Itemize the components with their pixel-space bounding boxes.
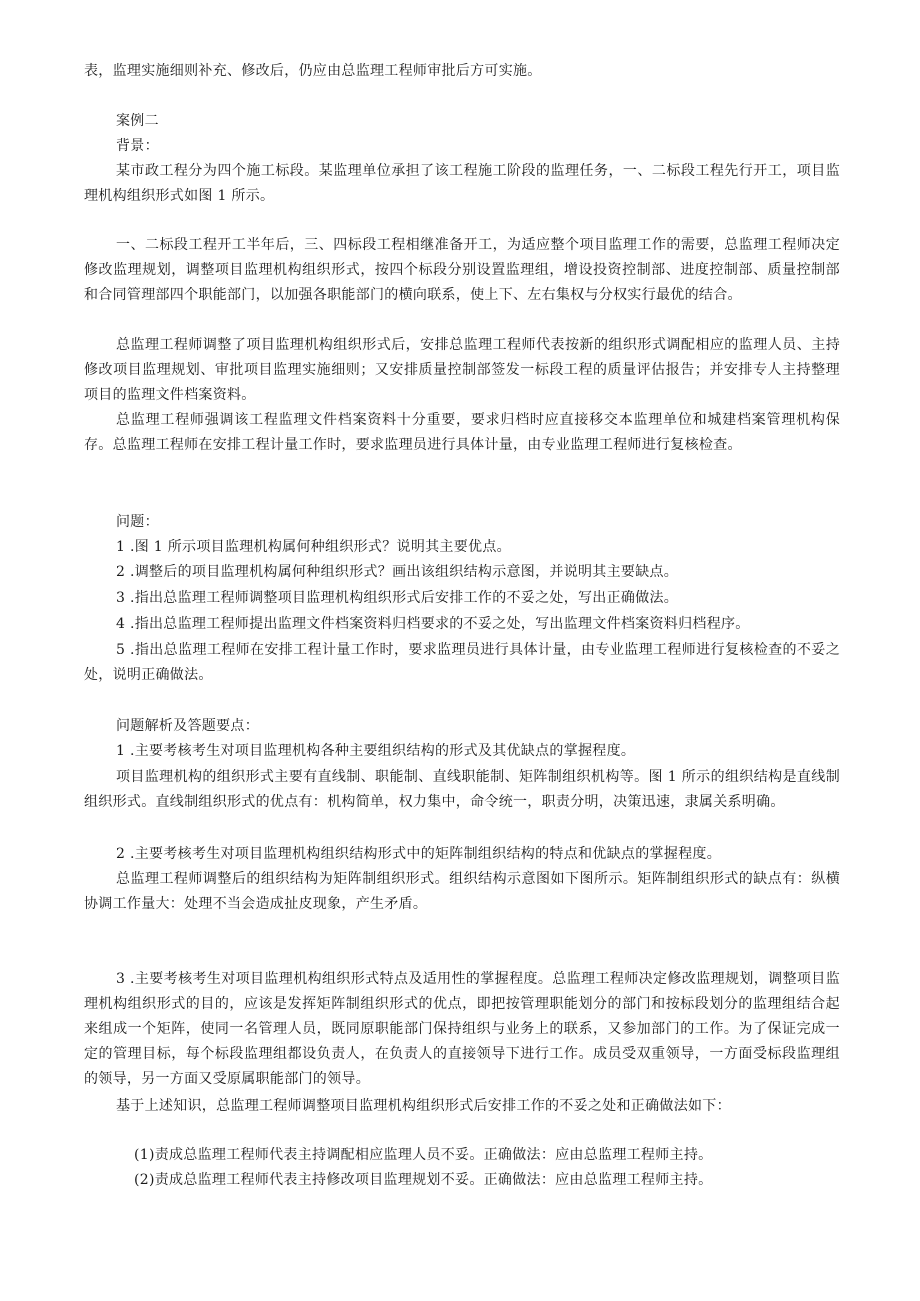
answer-2-detail: 总监理工程师调整后的组织结构为矩阵制组织形式。组织结构示意图如下图所示。矩阵制组织形式的缺点有：纵横协调工作量大：处理不当会造成扯皮现象，产生矛盾。 — [84, 871, 840, 912]
question-3: 3 .指出总监理工程师调整项目监理机构组织形式后安排工作的不妥之处，写出正确做法。 — [116, 590, 679, 606]
answer-1: 1 .主要考核考生对项目监理机构各种主要组织结构的形式及其优缺点的掌握程度。 — [116, 743, 636, 759]
question-1: 1 .图 1 所示项目监理机构属何种组织形式？说明其主要优点。 — [116, 539, 511, 555]
question-2: 2 .调整后的项目监理机构属何种组织形式？画出该组织结构示意图，并说明其主要缺点。 — [116, 564, 679, 580]
question-5: 5 .指出总监理工程师在安排工程计量工作时，要求监理员进行具体计量，由专业监理工程师进行复核检查的不妥之处，说明正确做法。 — [84, 642, 840, 683]
answer-2: 2 .主要考核考生对项目监理机构组织结构形式中的矩阵制组织结构的特点和优缺点的掌握程度。 — [116, 846, 722, 862]
background-paragraph-1: 某市政工程分为四个施工标段。某监理单位承担了该工程施工阶段的监理任务，一、二标段工程先行开工，项目监理机构组织形式如图 1 所示。 — [84, 163, 840, 204]
answer-3: 3 .主要考核考生对项目监理机构组织形式特点及适用性的掌握程度。总监理工程师决定修改监理规划，调整项目监理机构组织形式的目的，应该是发挥矩阵制组织形式的优点，即把按管理职能划分的部门和按标段划分的监理组结合起来组成一个矩阵，使同一名管理人员，既同原职能部门保持组织与业务上的联系，又参加部门的工作。为了保证完成一定的管理目标，每个标段监理组都设负责人，在负责人的直接领导下进行工作。成员受双重领导，一方面受标段监理组的领导，另一方面又受原属职能部门的领导。 — [84, 971, 840, 1087]
background-label: 背景： — [116, 138, 159, 154]
answer-3-item-2: (2)责成总监理工程师代表主持修改项目监理规划不妥。正确做法：应由总监理工程师主持。 — [134, 1172, 713, 1188]
answer-3-item-1: (1)责成总监理工程师代表主持调配相应监理人员不妥。正确做法：应由总监理工程师主持。 — [134, 1147, 713, 1163]
background-paragraph-4: 总监理工程师强调该工程监理文件档案资料十分重要，要求归档时应直接移交本监理单位和城建档案管理机构保存。总监理工程师在安排工程计量工作时，要求监理员进行具体计量，由专业监理工程师进行复核检查。 — [84, 412, 840, 453]
case-title: 案例二 — [116, 113, 159, 129]
background-paragraph-3: 总监理工程师调整了项目监理机构组织形式后，安排总监理工程师代表按新的组织形式调配相应的监理人员、主持修改项目监理规划、审批项目监理实施细则；又安排质量控制部签发一标段工程的质量评估报告；并安排专人主持整理项目的监理文件档案资料。 — [84, 337, 840, 403]
question-4: 4 .指出总监理工程师提出监理文件档案资料归档要求的不妥之处，写出监理文件档案资料归档程序。 — [116, 616, 750, 632]
paragraph-continuation: 表，监理实施细则补充、修改后，仍应由总监理工程师审批后方可实施。 — [84, 63, 542, 79]
questions-label: 问题： — [116, 514, 159, 530]
answer-3-detail: 基于上述知识，总监理工程师调整项目监理机构组织形式后安排工作的不妥之处和正确做法如下： — [116, 1098, 731, 1114]
background-paragraph-2: 一、二标段工程开工半年后，三、四标段工程相继准备开工，为适应整个项目监理工作的需要，总监理工程师决定修改监理规划，调整项目监理机构组织形式，按四个标段分别设置监理组，增设投资控制部、进度控制部、质量控制部和合同管理部四个职能部门，以加强各职能部门的横向联系，使上下、左右集权与分权实行最优的结合。 — [84, 237, 840, 303]
answers-label: 问题解析及答题要点： — [116, 718, 259, 734]
answer-1-detail: 项目监理机构的组织形式主要有直线制、职能制、直线职能制、矩阵制组织机构等。图 1 所示的组织结构是直线制组织形式。直线制组织形式的优点有：机构简单，权力集中，命令统一，职责分明，决策迅速，隶属关系明确。 — [84, 769, 840, 810]
